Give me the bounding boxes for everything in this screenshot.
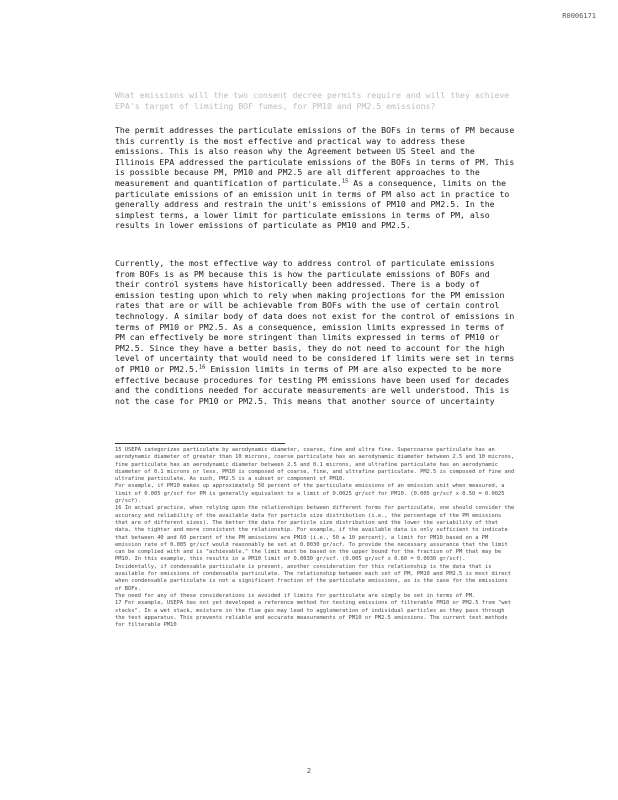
paragraph-text: Emission limits in terms of PM are also expected to be more effective because procedures for testing PM emissions have been used for decades and the conditions needed for accurate measurements are well understood. This is not the case for PM10 or PM2.5. This means that another source of uncertainty xyxy=(115,363,510,406)
page-number: 2 xyxy=(306,767,312,775)
document-id: R0006171 xyxy=(562,12,596,20)
footnote: 17 For example, USEPA has not yet developed a reference method for testing emissions of filterable PM10 or PM2.5 from "wet stacks". In a wet stack, moisture in the flue gas may lead to agglomeration of individual particles as they pass through the test apparatus. This prevents reliable and accurate measurements of PM10 or PM2.5 emissions. The current test methods for filterable PM10 xyxy=(115,600,511,629)
question-text: What emissions will the two consent decree permits require and will they achieve EPA's target of limiting BOF fumes, for PM10 and PM2.5 emissions? xyxy=(115,90,510,111)
paragraph-text: As a consequence, limits on the particulate emissions of an emission unit in terms of PM also act in practice to generally address and restrain the unit's emissions of PM10 and PM2.5. In the simplest terms, a lower limit for particulate emissions in terms of PM, also results in lower emissions of particulate as PM10 and PM2.5. xyxy=(115,177,510,231)
footnote: Incidentally, if condensable particulate is present, another consideration for this relationship is the data that is available for emissions of condensable particulate. The relationship between each set of PM, PM10 and PM2.5 is most direct when condensable particulate is not a significant fraction of the particulate emissions, as is the case for the emissions of BOFs. xyxy=(115,563,511,592)
footnote: For example, if PM10 makes up approximately 50 percent of the particulate emissions of an emission unit when measured, a limit of 0.005 gr/scf for PM is generally equivalent to a limit of 0.0025 gr/scf for PM10. (0.005 gr/scf x 0.50 = 0.0025 gr/scf). xyxy=(115,483,505,505)
footnote-ref: 15 xyxy=(341,178,349,185)
footnote-divider xyxy=(115,443,285,444)
footnote: The need for any of these considerations is avoided if limits for particulate are simply be set in terms of PM. xyxy=(115,592,476,599)
footnote-ref: 16 xyxy=(198,364,206,371)
paragraph-text: The permit addresses the particulate emissions of the BOFs in terms of PM because this currently is the most effective and practical way to address these emissions. This is also reason why the Agreement between US Steel and the Illinois EPA addressed the particulate emissions of the BOFs in terms of PM. This is possible because PM, PM10 and PM2.5 are all different approaches to the measurement and quantification of particulate. xyxy=(115,125,515,188)
footnote: 16 In actual practice, when relying upon the relationships between different forms for particulate, one should consider the accuracy and reliability of the available data for particle size distribution (i.e., the percentage of the PM emissions that are of different sizes). The better the data for particle size distribution and the lower the variability of that data, the tighter and more consistent the relationship. For example, if the available data is only sufficient to indicate that between 40 and 60 percent of the PM emissions are PM10 (i.e., 50 ± 10 percent), a limit for PM10 based on a PM emission rate of 0.005 gr/scf would reasonably be set at 0.0030 gr/scf. To provide the necessary assurance that the limit can be complied with and is "achievable," the limit must be based on the upper bound for the fraction of PM that may be PM10. In this example, this results in a PM10 limit of 0.0030 gr/scf. (0.005 gr/scf x 0.60 = 0.0030 gr/scf). xyxy=(115,505,515,563)
body-paragraph-2 xyxy=(115,258,517,406)
footnotes xyxy=(115,447,517,629)
paragraph-text: Currently, the most effective way to address control of particulate emissions from BOFs is as PM because this is how the particulate emissions of BOFs and their control systems have historically been addressed. There is a body of emission testing upon which to rely when making projections for the PM emission rates that are or will be achievable from BOFs with the use of certain control technology. A similar body of data does not exist for the control of emissions in terms of PM10 or PM2.5. As a consequence, emission limits expressed in terms of PM can effectively be more stringent than limits expressed in terms of PM10 or PM2.5. Since they have a better basis, they do not need to account for the high level of uncertainty that would need to be considered if limits were set in terms of PM10 or PM2.5. xyxy=(115,258,515,374)
footnote: 15 USEPA categorizes particulate by aerodynamic diameter, coarse, fine and ultra fine. Supercoarse particulate has an aerodynamic diameter of greater than 10 microns, coarse particulate has an aerodynamic diameter between 2.5 and 10 microns, fine particulate has an aerodynamic diameter between 2.5 and 0.1 microns, and ultrafine particulate has an aerodynamic diameter of 0.1 microns or less. PM10 is composed of coarse, fine, and ultrafine particulate. PM2.5 is composed of fine and ultrafine particulate. As such, PM2.5 is a subset or component of PM10. xyxy=(115,447,515,483)
body-paragraph-1 xyxy=(115,125,517,231)
